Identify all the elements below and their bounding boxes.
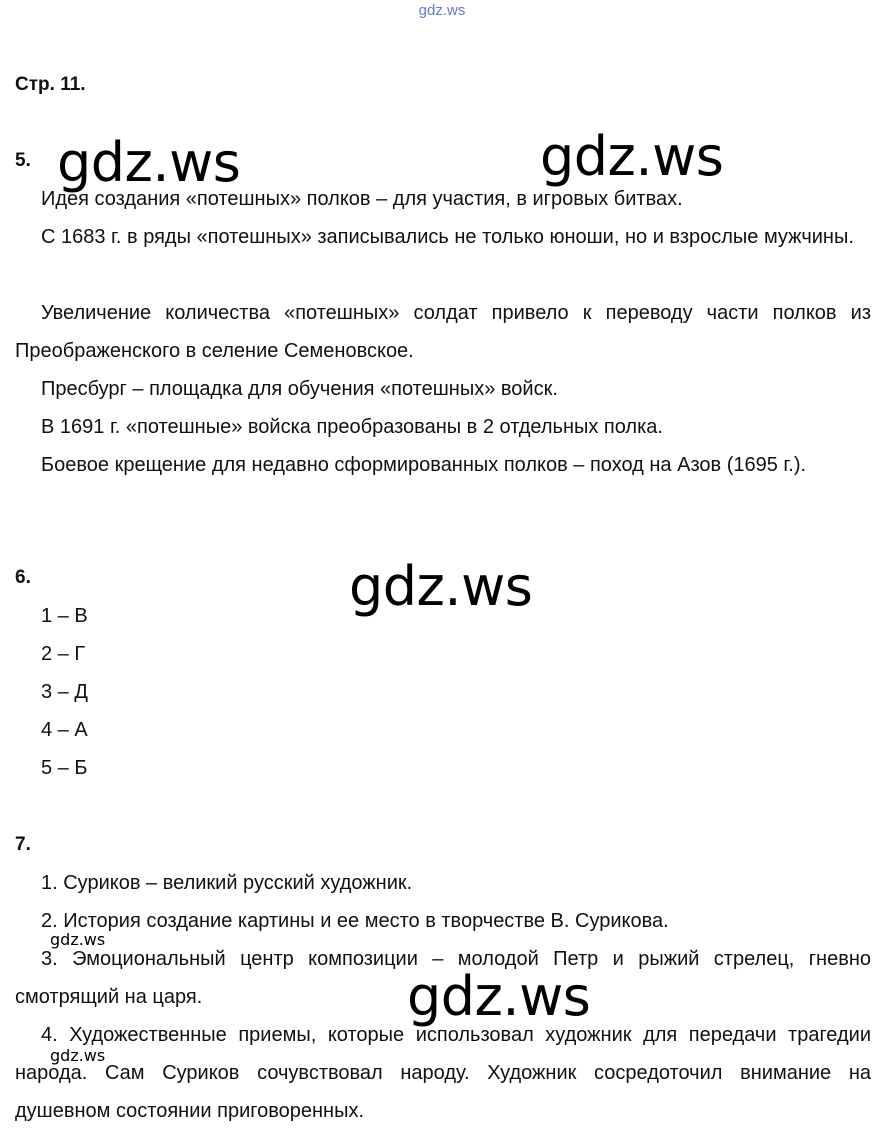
watermark-large: gdz.ws bbox=[57, 131, 241, 194]
page-label: Стр. 11. bbox=[15, 74, 86, 95]
task-7-number: 7. bbox=[15, 834, 31, 855]
watermark-top: gdz.ws bbox=[418, 2, 466, 19]
task-5-number: 5. bbox=[15, 150, 31, 171]
task-5-paragraph: В 1691 г. «потешные» войска преобразованы в 2 отдельных полка. bbox=[41, 416, 663, 438]
task-5-paragraph: Идея создания «потешных» полков – для участия, в игровых битвах. bbox=[41, 188, 683, 210]
task-6-answer: 4 – А bbox=[41, 719, 88, 741]
task-5-paragraph: С 1683 г. в ряды «потешных» записывались не только юноши, но и взрослые мужчины. bbox=[41, 226, 854, 248]
task-5-paragraph: Боевое крещение для недавно сформированных полков – поход на Азов (1695 г.). bbox=[41, 454, 807, 476]
task-7-paragraph: 3. Эмоциональный центр композиции – молодой Петр и рыжий стрелец, гневно смотрящий на царя. bbox=[15, 948, 871, 1008]
watermark-small: gdz.ws bbox=[50, 930, 106, 949]
watermark-large: gdz.ws bbox=[407, 965, 591, 1028]
task-5-paragraph: Пресбург – площадка для обучения «потешных» войск. bbox=[41, 378, 558, 400]
watermark-small: gdz.ws bbox=[50, 1046, 106, 1065]
task-7-paragraph: 1. Суриков – великий русский художник. bbox=[41, 872, 413, 894]
task-7-paragraph: 4. Художественные приемы, которые использовал художник для передачи трагедии народа. Сам Суриков сочувствовал народу. Художник сосредоточил внимание на душевном состоянии приговоренных. bbox=[15, 1024, 871, 1122]
task-5-paragraph: Увеличение количества «потешных» солдат привело к переводу части полков из Преображенского в селение Семеновское. bbox=[15, 302, 871, 362]
task-6-number: 6. bbox=[15, 567, 31, 588]
task-7-paragraph: 2. История создание картины и ее место в творчестве В. Сурикова. bbox=[41, 910, 669, 932]
task-6-answer: 1 – В bbox=[41, 605, 88, 627]
task-6-answer: 2 – Г bbox=[41, 643, 86, 665]
watermark-large: gdz.ws bbox=[349, 555, 533, 618]
watermark-large: gdz.ws bbox=[540, 125, 724, 188]
task-6-answer: 3 – Д bbox=[41, 681, 88, 703]
task-6-answer: 5 – Б bbox=[41, 757, 88, 779]
